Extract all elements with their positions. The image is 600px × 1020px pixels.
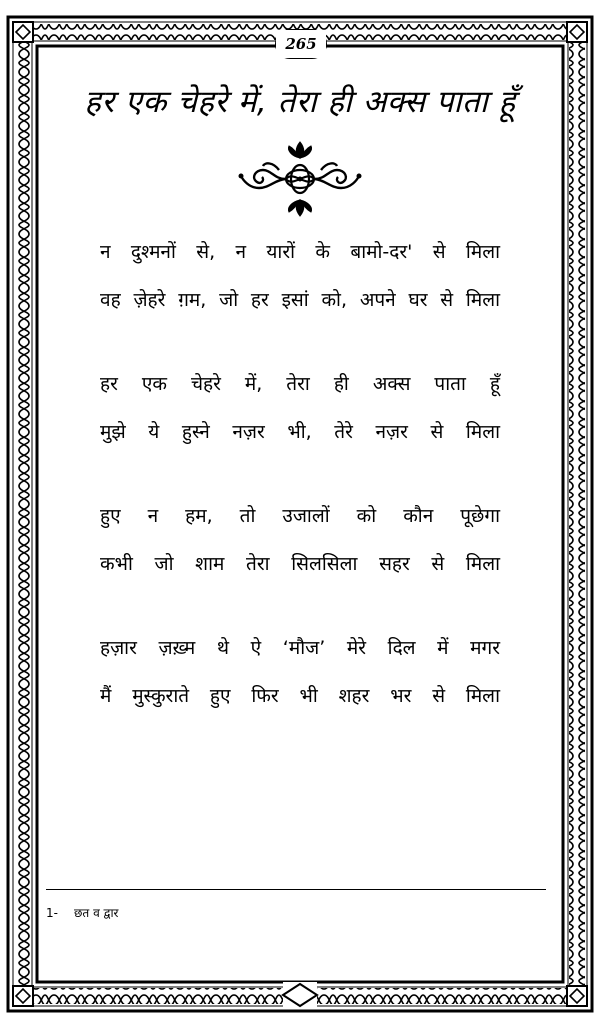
verse-line: मैं मुस्कुराते हुए फिर भी शहर भर से मिला: [100, 685, 500, 707]
verse-line: न दुश्मनों से, न यारों के बामो-दर' से मिला: [100, 241, 500, 263]
verse-line: मुझे ये हुस्ने नज़र भी, तेरे नज़र से मिला: [100, 421, 500, 443]
stanza: [100, 360, 500, 456]
verse-line: वह ज़ेहरे ग़म, जो हर इसां को, अपने घर से मिला: [100, 289, 500, 311]
page-title: हर एक चेहरे में, तेरा ही अक्स पाता हूँ: [84, 84, 516, 120]
stanza: [100, 228, 500, 324]
footnote-text: छत व द्वार: [74, 906, 119, 920]
verse-line: कभी जो शाम तेरा सिलसिला सहर से मिला: [100, 553, 500, 575]
stanza: [100, 624, 500, 720]
verse-line: हर एक चेहरे में, तेरा ही अक्स पाता हूँ: [100, 373, 500, 395]
floral-ornament-icon: [235, 140, 365, 218]
verse-line: हुए न हम, तो उजालों को कौन पूछेगा: [100, 505, 500, 527]
page-number: 265: [276, 30, 326, 58]
stanza: [100, 492, 500, 588]
verse-line: हज़ार ज़ख़्म थे ऐ ‘मौज’ मेरे दिल में मगर: [100, 637, 500, 659]
footnote-divider: [46, 889, 546, 890]
footnote-marker: 1-: [46, 906, 58, 920]
footnote: [46, 905, 118, 921]
